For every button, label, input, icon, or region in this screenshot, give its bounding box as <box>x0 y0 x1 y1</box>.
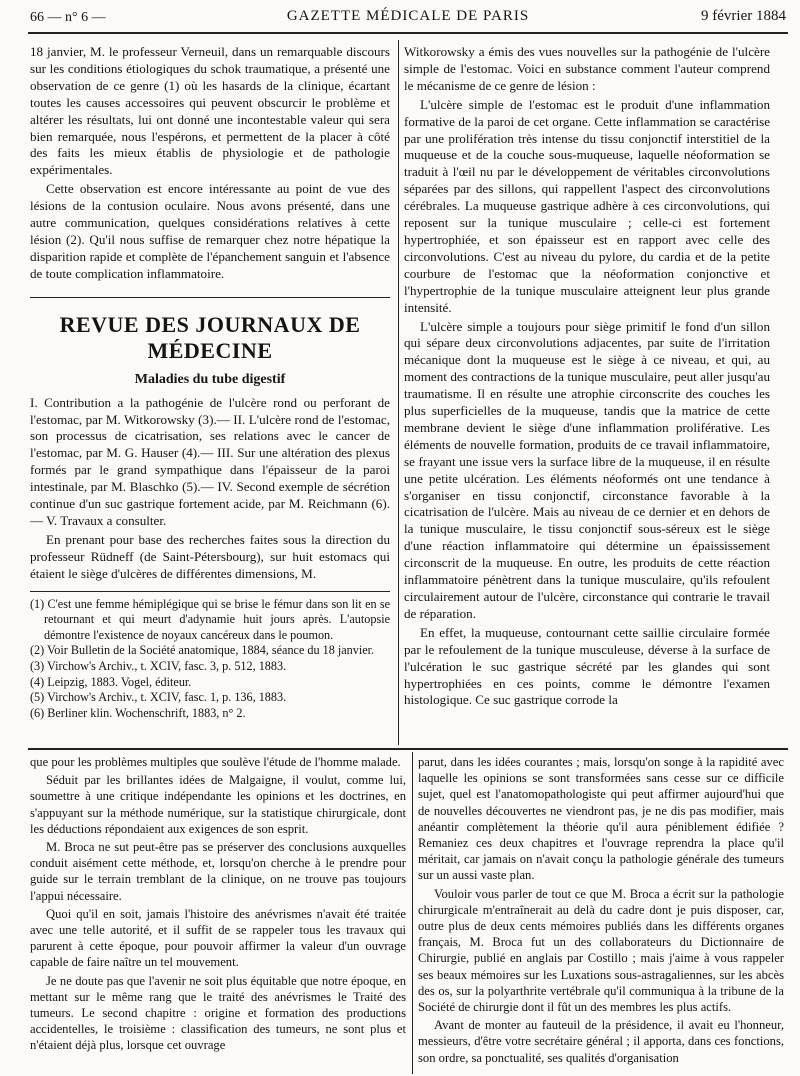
paragraph: Je ne doute pas que l'avenir ne soit plus équitable que notre époque, en mettant sur le même rang que le traité des anévrismes le Traité des tumeurs. Le second chapitre : origine et formation des productions accidentelles, le troisième : classification des tumeurs, ne sont plus et n'étaient déjà plus, lorsque cet ouvrage <box>30 973 406 1053</box>
footnote: (6) Berliner klin. Wochenschrift, 1883, n° 2. <box>30 705 246 720</box>
paragraph: En effet, la muqueuse, contournant cette saillie circulaire formée par le refoulement de la tunique musculeuse, déverse à la surface de l'ulcération le suc gastrique sécrété par les glandes qui sont hypertrophiées en ces points, comme le démontre l'examen histologique. Ce suc gastrique corrode la <box>404 624 770 708</box>
paragraph: L'ulcère simple a toujours pour siège primitif le fond d'un sillon qui sépare deux circonvolutions adjacentes, par suite de l'irritation mécanique dont la muqueuse est le siège à ce niveau, et qui, au moment des contractions de la tunique musculaire, peut aller jusqu'au traumatisme. Il en résulte une atrophie circonscrite des couches les plus superficielles de la muqueuse, tandis que la matrice de cette membrane devient le siège d'une inflammation proliférative. Les éléments de nouvelle formation, produits de ce travail inflammatoire, se frayant une issue vers la surface libre de la muqueuse, il en résulte une petite ulcération. Les éléments néoformés ont une tendance à s'organiser en tissu conjonctif, circonstance favorable à la cicatrisation de l'ulcère. Mais au niveau de ce dernier et en dehors de la tunique musculaire, le tissu conjonctif sous-séreux est le siège d'une réaction inflammatoire qui détermine un épaississement circonscrit de la muqueuse. En outre, les produits de cette réaction inflammatoire pénètrent dans la tunique musculaire, qu'ils refoulent circulairement autour de l'ulcère, circonstance qui contrarie le travail de réparation. <box>404 318 770 621</box>
footnote: (2) Voir Bulletin de la Société anatomique, 1884, séance du 18 janvier. <box>30 643 375 658</box>
bottom-left-column <box>30 754 406 1074</box>
paragraph: Cette observation est encore intéressante au point de vue des lésions de la contusion oculaire. Nous avons présenté, dans une autre communication, quelques considérations relatives à cette lésion (2). Qu'il nous suffise de remarquer chez notre hépatique la disparition rapide et complète de l'épanchement sanguin et l'absence de toute complication inflammatoire. <box>30 181 390 281</box>
paragraph: L'ulcère simple de l'estomac est le produit d'une inflammation formative de la paroi de cet organe. Cette inflammation se caractérise par une prolifération très intense du tissu conjonctif interstitiel de la muqueuse et de la couche sous-muqueuse, laquelle néoformation se traduit à l'œil nu par le développement de véritables circonvolutions séparées par des sillons, qui rappellent l'aspect des circonvolutions cérébrales. La muqueuse gastrique adhère à ces circonvolutions, qui reposent sur la tunique musculaire ; celle-ci est fortement hypertrophiée, et son épaisseur est en rapport avec celle des circonvolutions. C'est au niveau du pylore, du cardia et de la petite courbure de l'estomac que la néoformation conjonctive et l'hypertrophie de la tunique musculaire atteignent leur plus grande intensité. <box>404 96 770 315</box>
issue-date: 9 février 1884 <box>701 8 786 24</box>
footnote: (3) Virchow's Archiv., t. XCIV, fasc. 3, p. 512, 1883. <box>30 658 287 673</box>
footnote-rule <box>30 591 390 592</box>
review-title: REVUE DES JOURNAUX DE MÉDECINE <box>59 311 361 363</box>
paragraph: En prenant pour base des recherches faites sous la direction du professeur Rüdneff (de Saint-Pétersbourg), sur huit estomacs qui étaient le siège d'ulcères de différentes dimensions, M. <box>30 531 390 581</box>
review-subtitle: Maladies du tube digestif <box>134 371 286 387</box>
paragraph: Quoi qu'il en soit, jamais l'histoire des anévrismes n'avait été traitée avec une telle autorité, et il suffit de se rappeler tous les travaux qui parurent à cette époque, pour pouvoir affirmer la valeur d'un ouvrage capable de faire naître un tel mouvement. <box>30 906 406 970</box>
top-right-column <box>404 44 770 744</box>
header-rule <box>28 32 788 34</box>
footnote: (5) Virchow's Archiv., t. XCIV, fasc. 1, p. 136, 1883. <box>30 690 287 705</box>
journal-title: GAZETTE MÉDICALE DE PARIS <box>286 8 530 24</box>
paragraph: M. Broca ne sut peut-être pas se préserver des conclusions auxquelles conduit aisément cette méthode, et, lorsqu'on cherche à le prendre pour guide sur le terrain tremblant de la clinique, on ne trouve pas toujours l'appui nécessaire. <box>30 840 406 903</box>
paragraph: que pour les problèmes multiples que soulève l'étude de l'homme malade. <box>30 755 401 769</box>
footnote: (1) C'est une femme hémiplégique qui se brise le fémur dans son lit en se retournant et qui meurt d'adynamie huit jours après. L'autopsie démontre l'existence de noyaux cancéreux dans le poumon. <box>30 596 390 642</box>
section-rule <box>30 297 390 298</box>
footnotes <box>30 597 390 722</box>
page-header <box>30 8 786 30</box>
contents-list: I. Contribution a la pathogénie de l'ulcère rond ou perforant de l'estomac, par M. Witkorowsky (3).— II. L'ulcère rond de l'estomac, son processus de cicatrisation, ses relations avec le cancer de l'estomac, par M. G. Hauser (4).— III. Sur une altération des plexus formés par le grand sympathique dans l'épaisseur de la paroi intestinale, par M. Blaschko (5).— IV. Second exemple de sécrétion continue d'un suc gastrique fortement acide, par M. Reichmann (6).— V. Travaux a consulter. <box>30 394 390 528</box>
page-number: 66 — n° 6 — <box>30 10 106 25</box>
top-left-column <box>30 44 390 744</box>
paragraph: Witkorowsky a émis des vues nouvelles sur la pathogénie de l'ulcère simple de l'estomac. Voici en substance comment l'auteur comprend le mécanisme de ce genre de lésion : <box>404 44 770 93</box>
column-divider-bottom <box>412 752 413 1074</box>
paragraph: Avant de monter au fauteuil de la présidence, il avait eu l'honneur, messieurs, d'être votre secrétaire général ; il apporta, dans ces fonctions, son ordre, sa ponctualité, ses qualités d'organisation <box>418 1018 784 1065</box>
footnote: (4) Leipzig, 1883. Vogel, éditeur. <box>30 674 192 689</box>
bottom-right-column <box>418 754 784 1074</box>
paragraph: 18 janvier, M. le professeur Verneuil, dans un remarquable discours sur les conditions étiologiques du schok traumatique, a présenté une observation de ce genre (1) où les hasards de la clinique, écartant toutes les causes accessoires qui peuvent obscurcir le problème et altérer les résultats, lui ont donné une incontestable valeur qui sera bien remarquée, nous l'espérons, et permettent de la placer à côté des faits les mieux établis de physiologie et de pathologie expérimentales. <box>30 44 390 178</box>
section-divider <box>28 748 788 750</box>
paragraph: parut, dans les idées courantes ; mais, lorsqu'on songe à la rapidité avec laquelle les opinions se sont transformées sans cesse sur ce difficile sujet, quel est l'anatomopathologiste qui peut affirmer aujourd'hui que de nouvelles découvertes ne viendront pas, je ne dis pas modifier, mais anéantir complètement la théorie qu'il aura péniblement édifiée ? Remaniez ces deux chapitres et l'ouvrage reprendra la place qu'il méritait, car jamais on n'avait conçu la pathologie générale des tumeurs sur un aussi vaste plan. <box>418 755 784 883</box>
paragraph: Vouloir vous parler de tout ce que M. Broca a écrit sur la pathologie chirurgicale m'entraînerait au delà du cadre dont je puis disposer, car, outre plus de deux cents mémoires publiés dans les différents organes français, M. Broca fut un des collaborateurs du Dictionnaire de Chirurgie, publié en anglais par Costillo ; mais j'aime à vous rappeler ses beaux mémoires sur les Luxations sous-astragaliennes, sur les abcès des os, sur la polyarthrite vertébrale qu'il communiqua à la tribune de la Société de chirurgie dont il fût un des membres les plus actifs. <box>418 886 784 1015</box>
column-divider-top <box>398 40 399 745</box>
paragraph: Séduit par les brillantes idées de Malgaigne, il voulut, comme lui, soumettre à une critique indépendante les opinions et les doctrines, en s'appuyant sur la méthode numérique, sur la statistique chirurgicale, dont les déductions répondaient aux exigences de son esprit. <box>30 773 406 836</box>
